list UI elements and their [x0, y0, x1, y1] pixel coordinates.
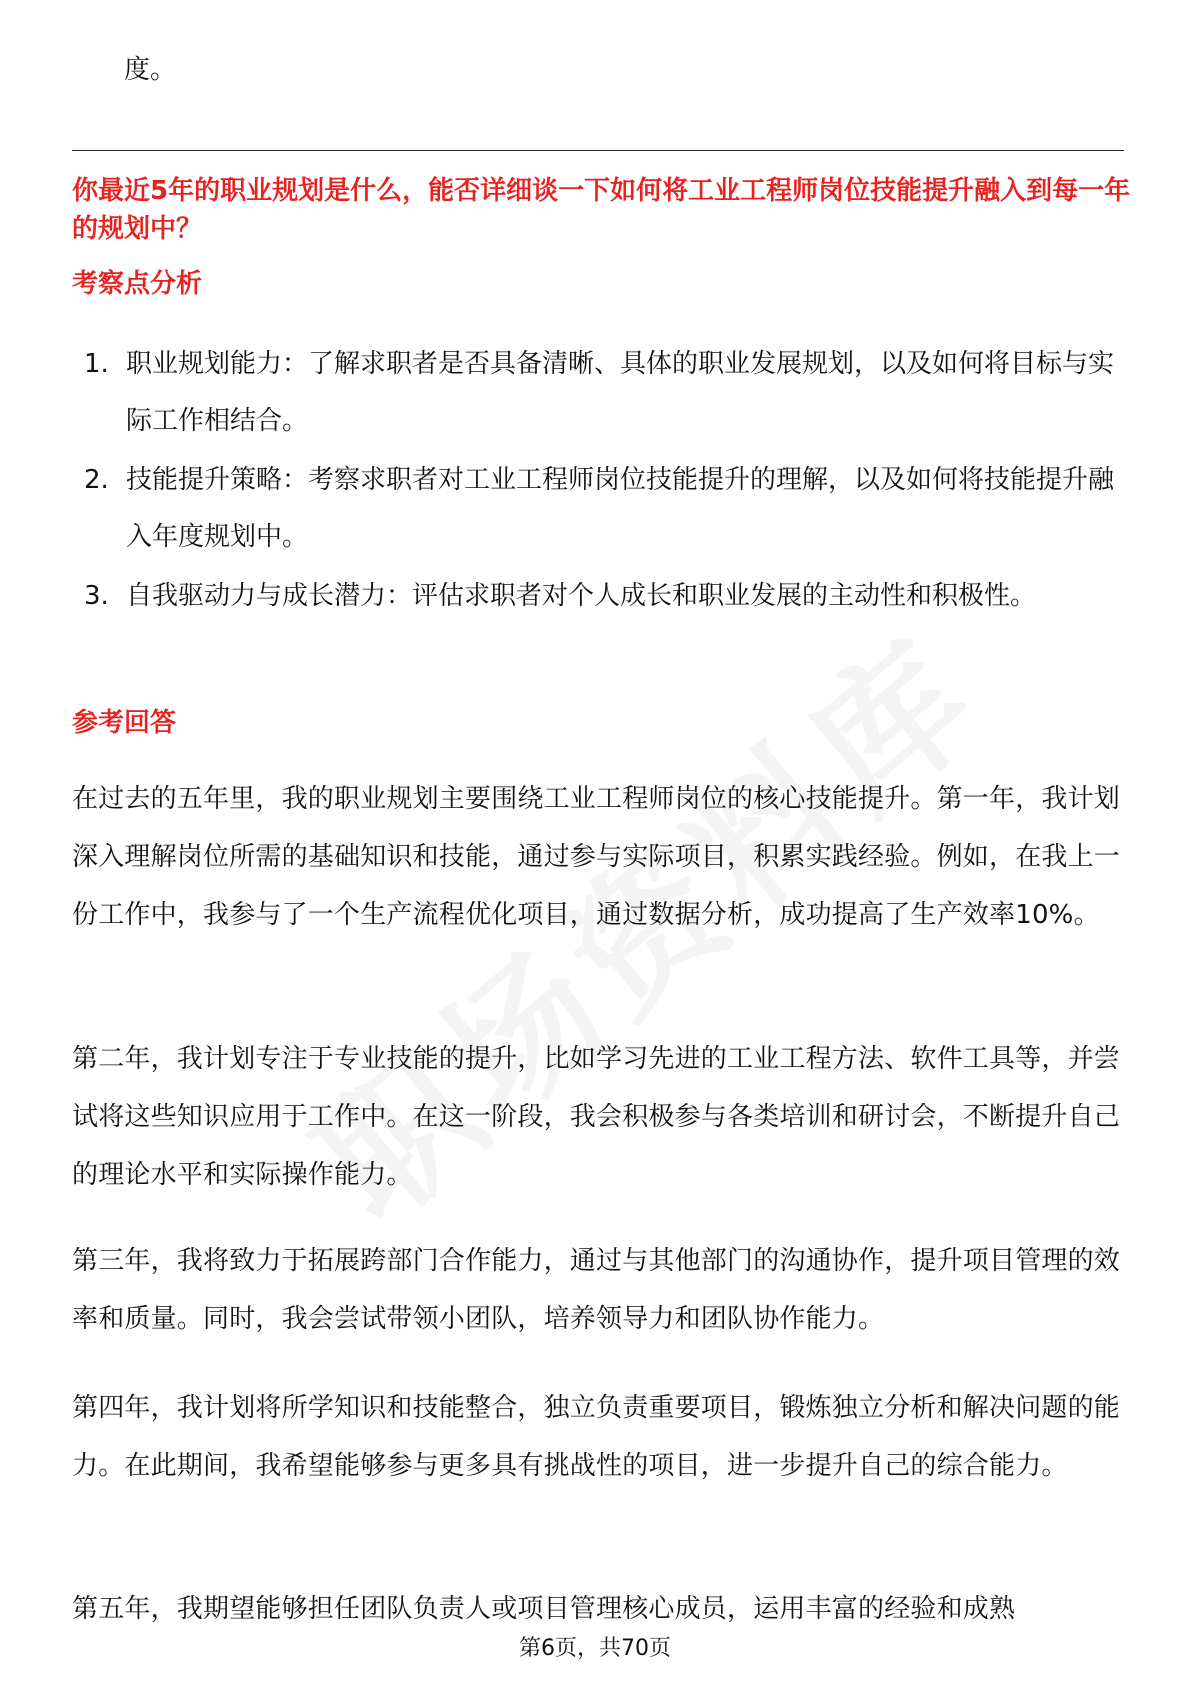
analysis-item: [84, 336, 1124, 450]
answer-title: 参考回答: [72, 708, 177, 738]
analysis-item: [84, 452, 1124, 566]
list-number: 2.: [84, 465, 109, 495]
section-divider: [72, 150, 1124, 151]
answer-paragraph: 在过去的五年里，我的职业规划主要围绕工业工程师岗位的核心技能提升。第一年，我计划深入理解岗位所需的基础知识和技能，通过参与实际项目，积累实践经验。例如，在我上一份工作中，我参与了一个生产流程优化项目，通过数据分析，成功提高了生产效率10%。: [72, 784, 1121, 930]
list-number: 3.: [84, 581, 109, 611]
page-number-footer: 第6页，共70页: [519, 1636, 671, 1661]
answer-paragraph: 第三年，我将致力于拓展跨部门合作能力，通过与其他部门的沟通协作，提升项目管理的效率和质量。同时，我会尝试带领小团队，培养领导力和团队协作能力。: [72, 1246, 1121, 1334]
list-number: 1.: [84, 349, 109, 379]
answer-paragraph: 第五年，我期望能够担任团队负责人或项目管理核心成员，运用丰富的经验和成熟: [72, 1594, 1016, 1624]
analysis-text: 职业规划能力：了解求职者是否具备清晰、具体的职业发展规划，以及如何将目标与实际工作相结合。: [126, 349, 1115, 436]
analysis-list: [84, 336, 1124, 627]
analysis-text: 技能提升策略：考察求职者对工业工程师岗位技能提升的理解，以及如何将技能提升融入年度规划中。: [126, 465, 1115, 552]
analysis-item: [84, 568, 1124, 625]
question-heading: 你最近5年的职业规划是什么，能否详细谈一下如何将工业工程师岗位技能提升融入到每一年的规划中？: [72, 176, 1131, 244]
answer-paragraph: 第二年，我计划专注于专业技能的提升，比如学习先进的工业工程方法、软件工具等，并尝试将这些知识应用于工作中。在这一阶段，我会积极参与各类培训和研讨会，不断提升自己的理论水平和实际操作能力。: [72, 1044, 1121, 1190]
answer-paragraph: 第四年，我计划将所学知识和技能整合，独立负责重要项目，锻炼独立分析和解决问题的能力。在此期间，我希望能够参与更多具有挑战性的项目，进一步提升自己的综合能力。: [72, 1393, 1121, 1481]
analysis-title: 考察点分析: [72, 269, 203, 299]
previous-paragraph-tail: 度。: [124, 55, 177, 85]
analysis-text: 自我驱动力与成长潜力：评估求职者对个人成长和职业发展的主动性和积极性。: [126, 581, 1037, 611]
